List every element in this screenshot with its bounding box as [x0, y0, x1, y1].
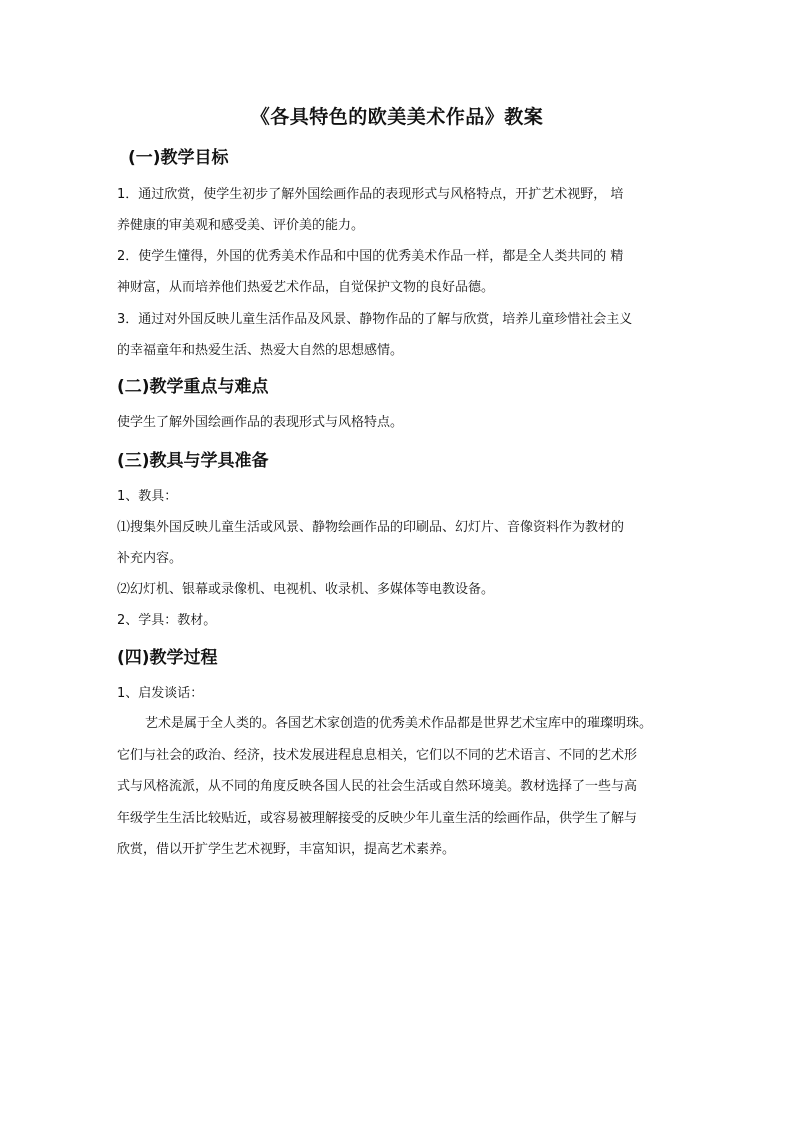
document-title: 《各具特色的欧美美术作品》教案 [250, 106, 544, 128]
objectives-line-3: 2．使学生懂得，外国的优秀美术作品和中国的优秀美术作品一样，都是全人类共同的 精 [117, 249, 624, 264]
section-heading-objectives: (一)教学目标 [128, 148, 229, 168]
section-heading-materials: (三)教具与学具准备 [117, 451, 269, 471]
materials-line-5: 2、学具：教材。 [117, 613, 217, 628]
materials-line-4: ⑵幻灯机、银幕或录像机、电视机、收录机、多媒体等电教设备。 [117, 582, 495, 597]
section-heading-process: (四)教学过程 [117, 648, 218, 668]
objectives-line-1: 1．通过欣赏，使学生初步了解外国绘画作品的表现形式与风格特点，开扩艺术视野， 培 [117, 187, 624, 202]
objectives-line-6: 的幸福童年和热爱生活、热爱大自然的思想感情。 [117, 343, 404, 358]
process-line-1: 1、启发谈话： [117, 686, 204, 701]
materials-line-1: 1、教具： [117, 489, 178, 504]
process-line-4: 式与风格流派，从不同的角度反映各国人民的社会生活或自然环境美。教材选择了一些与高 [117, 779, 638, 794]
key-points-line-1: 使学生了解外国绘画作品的表现形式与风格特点。 [117, 415, 404, 430]
process-line-2: 艺术是属于全人类的。各国艺术家创造的优秀美术作品都是世界艺术宝库中的璀璨明珠。 [145, 716, 653, 731]
process-line-3: 它们与社会的政治、经济，技术发展进程息息相关，它们以不同的艺术语言、不同的艺术形 [117, 748, 638, 763]
process-line-5: 年级学生生活比较贴近，或容易被理解接受的反映少年儿童生活的绘画作品，供学生了解与 [117, 811, 638, 826]
objectives-line-5: 3．通过对外国反映儿童生活作品及风景、静物作品的了解与欣赏，培养儿童珍惜社会主义 [117, 312, 633, 327]
materials-line-3: 补充内容。 [117, 551, 183, 566]
objectives-line-2: 养健康的审美观和感受美、评价美的能力。 [117, 218, 365, 233]
objectives-line-4: 神财富，从而培养他们热爱艺术作品，自觉保护文物的良好品德。 [117, 280, 495, 295]
section-heading-key-points: (二)教学重点与难点 [117, 377, 269, 397]
process-line-6: 欣赏，借以开扩学生艺术视野，丰富知识，提高艺术素养。 [117, 842, 456, 857]
materials-line-2: ⑴搜集外国反映儿童生活或风景、静物绘画作品的印刷品、幻灯片、音像资料作为教材的 [117, 520, 625, 535]
